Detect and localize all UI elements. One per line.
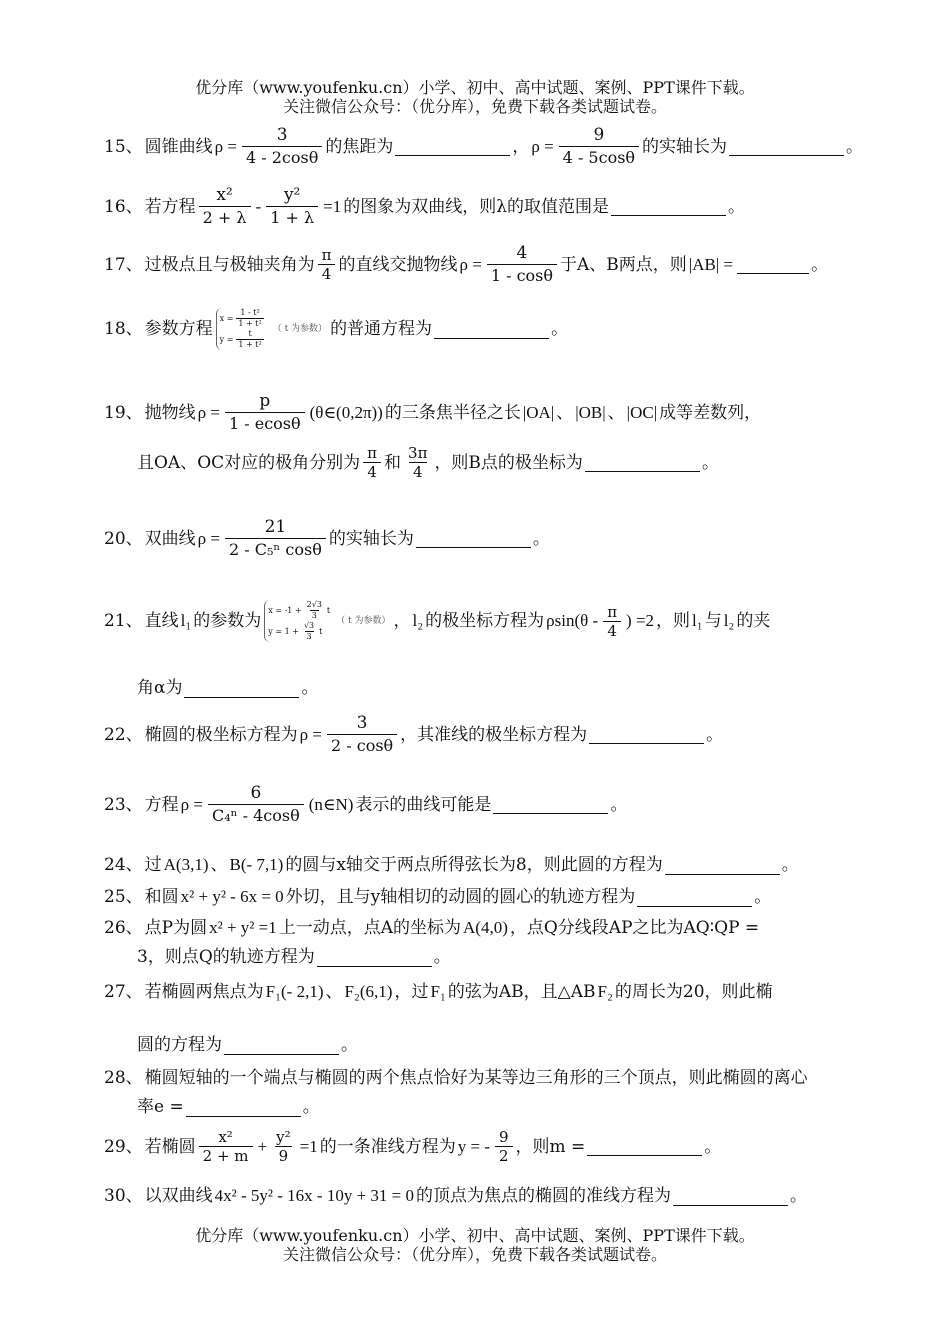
denominator: 2 — [495, 1146, 513, 1165]
fraction — [305, 600, 324, 621]
question-number: 28、 — [104, 1068, 143, 1088]
question-text: 、 — [325, 982, 343, 1002]
question-text: 的一条准线方程为 — [319, 1136, 456, 1157]
question-text: 。 — [781, 855, 799, 875]
question-text: 。 — [302, 1097, 320, 1117]
question-text: 过 — [144, 855, 162, 875]
denominator: 4 — [603, 621, 621, 640]
fraction — [559, 124, 639, 169]
question-number: 30、 — [104, 1186, 143, 1206]
question-text: 参数方程 — [144, 319, 213, 339]
question-text: 若椭圆 — [144, 1136, 196, 1157]
fraction — [225, 516, 326, 561]
question-text: ， — [393, 611, 411, 631]
question-number: 18、 — [104, 319, 143, 339]
math-expr: A(4,0) — [463, 918, 508, 937]
question-text: 表示的曲线可能是 — [355, 794, 492, 815]
numerator: 4 — [516, 243, 528, 263]
answer-blank[interactable] — [186, 1098, 301, 1117]
parametric-system — [216, 308, 267, 350]
math-expr: F₂ — [597, 982, 613, 1001]
system-row — [220, 308, 267, 329]
math-expr: ρ = — [459, 254, 482, 274]
numerator: 9 — [593, 125, 605, 145]
fraction — [266, 184, 318, 229]
answer-blank[interactable] — [395, 137, 510, 156]
denominator: 4 - 5cosθ — [559, 146, 639, 169]
numerator: 9 — [498, 1128, 509, 1146]
math-expr: x = -1 + — [268, 605, 302, 615]
question-text: 过极点且与极轴夹角为 — [144, 254, 315, 275]
fraction — [272, 1128, 295, 1165]
question-text: 3，则点Q的轨迹方程为 — [137, 947, 315, 967]
question-25 — [104, 885, 902, 909]
answer-blank[interactable] — [611, 197, 726, 216]
question-text: 的圆与x轴交于两点所得弦长为8，则此圆的方程为 — [285, 855, 663, 875]
question-27-continued — [137, 1033, 935, 1057]
question-text: 成等差数列， — [659, 402, 762, 423]
question-text: 圆锥曲线 — [144, 136, 213, 157]
system-row — [220, 329, 267, 350]
numerator: 6 — [250, 783, 262, 803]
math-expr: x² + y² - 6x = 0 — [180, 887, 284, 906]
answer-blank[interactable] — [587, 1137, 702, 1156]
question-text: 圆的方程为 — [137, 1035, 222, 1055]
answer-blank[interactable] — [729, 137, 844, 156]
denominator: 9 — [275, 1146, 293, 1165]
question-15 — [104, 124, 902, 169]
math-expr: y = — [219, 334, 234, 344]
question-text: ，则 — [656, 611, 691, 631]
fraction — [327, 712, 397, 757]
math-expr: A(3,1) — [163, 855, 209, 874]
fraction — [495, 1128, 513, 1165]
question-number: 19、 — [104, 402, 143, 423]
math-expr: =1 — [299, 1136, 318, 1156]
question-22 — [104, 712, 902, 757]
math-expr: |OA| — [522, 402, 555, 422]
question-28-continued — [137, 1095, 935, 1119]
question-number: 24、 — [104, 855, 143, 875]
fraction — [236, 329, 263, 350]
question-text: 的实轴长为 — [328, 528, 414, 549]
numerator: π — [607, 602, 618, 621]
question-text: 。 — [701, 452, 719, 473]
question-26 — [104, 916, 902, 940]
system-row — [268, 600, 330, 621]
question-text: 的弦为AB，且△AB — [447, 982, 596, 1002]
denominator: 2 - C₅ⁿ cosθ — [225, 538, 326, 561]
page-footer — [0, 1226, 950, 1264]
parameter-note: （ t 为参数） — [336, 616, 391, 626]
question-text: 抛物线 — [144, 402, 196, 423]
numerator: 1 - t² — [240, 308, 260, 317]
question-text: 、 — [210, 855, 228, 875]
math-expr: t — [319, 626, 323, 636]
fraction — [318, 246, 336, 283]
question-24 — [104, 853, 902, 877]
math-expr: F₁ — [430, 982, 446, 1001]
question-text: 。 — [706, 724, 724, 745]
answer-blank[interactable] — [184, 679, 299, 698]
question-text: 。 — [341, 1035, 358, 1055]
question-text: 。 — [728, 196, 745, 217]
math-expr: ρ = — [180, 794, 203, 814]
question-number: 20、 — [104, 528, 143, 549]
question-text: 上一动点，点A的坐标为 — [278, 918, 461, 938]
question-18 — [104, 308, 902, 350]
numerator: 3 — [356, 713, 368, 733]
question-text: 。 — [551, 319, 569, 339]
question-27 — [104, 980, 902, 1004]
parameter-note: （ t 为参数） — [272, 324, 328, 334]
denominator: 2 + m — [199, 1146, 253, 1165]
question-text: 和圆 — [144, 887, 179, 907]
denominator: 1 - ecosθ — [225, 412, 305, 435]
question-text: 若方程 — [144, 196, 196, 217]
question-21 — [104, 600, 902, 642]
fraction — [487, 242, 557, 287]
question-text: 的参数为 — [193, 611, 262, 631]
question-text: ，其准线的极坐标方程为 — [400, 724, 588, 745]
question-text: 。 — [433, 947, 451, 967]
denominator: C₄ⁿ - 4cosθ — [208, 804, 304, 827]
question-21-continued — [137, 676, 935, 700]
math-expr: y = 1 + — [268, 626, 299, 636]
question-text: 。 — [754, 887, 772, 907]
question-28 — [104, 1066, 902, 1090]
numerator: y² — [283, 185, 301, 205]
question-text: 的顶点为焦点的椭圆的准线方程为 — [416, 1186, 671, 1206]
question-number: 16、 — [104, 196, 143, 217]
numerator: p — [259, 391, 271, 411]
question-text: 。 — [610, 794, 628, 815]
math-expr: ρ = — [214, 136, 237, 156]
math-expr: (n∈N) — [308, 794, 354, 814]
denominator: 4 — [363, 462, 381, 481]
question-text: 椭圆的极坐标方程为 — [144, 724, 298, 745]
question-19-continued — [137, 444, 935, 481]
question-text: 直线 — [144, 611, 179, 631]
math-expr: ρ = — [299, 724, 322, 744]
question-number: 23、 — [104, 794, 143, 815]
question-text: 的三条焦半径之长 — [384, 402, 521, 423]
denominator: 3 — [306, 632, 312, 641]
answer-blank[interactable] — [737, 255, 809, 274]
question-text: 、 — [607, 402, 625, 423]
numerator: 3π — [408, 444, 428, 462]
answer-blank[interactable] — [493, 795, 608, 814]
question-text: 方程 — [144, 794, 179, 815]
answer-blank[interactable] — [224, 1036, 339, 1055]
answer-blank[interactable] — [589, 725, 704, 744]
fraction — [363, 444, 381, 481]
fraction — [236, 308, 263, 329]
question-text: 。 — [532, 528, 550, 549]
question-text: 的周长为20，则此椭 — [614, 982, 773, 1002]
math-expr: ρ = — [197, 402, 220, 422]
fraction — [208, 782, 304, 827]
question-text: 的极坐标方程为 — [425, 611, 545, 631]
question-text: 。 — [704, 1136, 722, 1157]
parametric-system — [264, 600, 330, 642]
question-23 — [104, 782, 902, 827]
math-expr: t — [326, 605, 331, 615]
math-expr: |OB| — [575, 402, 606, 422]
denominator: 4 — [318, 264, 336, 283]
question-text: 若椭圆两焦点为 — [144, 982, 264, 1002]
question-30 — [104, 1184, 902, 1208]
question-text: 的图象为双曲线，则λ的取值范围是 — [343, 196, 609, 217]
question-text: ，点Q分线段AP之比为AQ∶QP = — [509, 918, 760, 938]
question-text: ，则B点的极坐标为 — [434, 452, 583, 473]
question-number: 21、 — [104, 611, 143, 631]
numerator: π — [367, 444, 378, 462]
denominator: 3 — [311, 611, 317, 620]
answer-blank[interactable] — [637, 888, 752, 907]
question-number: 25、 — [104, 887, 143, 907]
question-number: 15、 — [104, 136, 143, 157]
question-text: 与 — [704, 611, 722, 631]
math-expr: =1 — [323, 196, 342, 216]
math-expr: + — [257, 1136, 268, 1156]
math-expr: (θ∈(0,2π)) — [309, 402, 383, 422]
question-text: 的夹 — [736, 611, 771, 631]
question-number: 29、 — [104, 1136, 143, 1157]
math-expr: 4x² - 5y² - 16x - 10y + 31 = 0 — [214, 1186, 414, 1205]
numerator: π — [321, 246, 332, 264]
question-text: 。 — [811, 254, 829, 275]
header-line-1: 优分库（www.youfenku.cn）小学、初中、高中试题、案例、PPT课件下载。 — [195, 78, 755, 97]
question-19 — [104, 390, 902, 435]
question-text: ，过 — [394, 982, 429, 1002]
system-row — [268, 621, 330, 642]
math-expr: |OC| — [626, 402, 658, 422]
denominator: 2 - cosθ — [327, 734, 397, 757]
header-line-2: 关注微信公众号：（优分库），免费下载各类试题试卷。 — [282, 97, 667, 116]
question-text: 椭圆短轴的一个端点与椭圆的两个焦点恰好为某等边三角形的三个顶点，则此椭圆的离心 — [144, 1068, 808, 1088]
question-text: ， — [512, 136, 530, 157]
denominator: 1 + t² — [238, 340, 262, 349]
numerator: 3 — [276, 125, 288, 145]
question-number: 26、 — [104, 918, 143, 938]
question-29 — [104, 1128, 902, 1165]
question-text: 外切，且与y轴相切的动圆的圆心的轨迹方程为 — [285, 887, 636, 907]
math-expr: l₂ — [723, 611, 735, 630]
denominator: 1 + λ — [266, 206, 318, 229]
question-text: 双曲线 — [144, 528, 196, 549]
math-expr: - — [255, 196, 262, 216]
numerator: 21 — [264, 517, 287, 537]
numerator: 2√3 — [306, 600, 322, 609]
fraction — [199, 1128, 253, 1165]
question-text: 率e = — [137, 1097, 184, 1117]
math-expr: l₁ — [692, 611, 703, 630]
numerator: y² — [276, 1128, 291, 1146]
answer-blank[interactable] — [317, 948, 432, 967]
question-text: 的焦距为 — [325, 136, 394, 157]
numerator: √3 — [303, 621, 315, 630]
question-16 — [104, 184, 902, 229]
math-expr: ) =2 — [626, 611, 655, 630]
footer-line-2: 关注微信公众号：（优分库），免费下载各类试题试卷。 — [282, 1245, 667, 1264]
fraction — [242, 124, 322, 169]
math-expr: l₁ — [180, 611, 192, 630]
math-expr: |AB| = — [688, 254, 734, 274]
page-header — [0, 78, 950, 116]
math-expr: ρsin(θ - — [546, 611, 599, 630]
denominator: 4 - 2cosθ — [242, 146, 322, 169]
numerator: x² — [216, 185, 233, 205]
answer-blank[interactable] — [434, 320, 549, 339]
denominator: 1 - cosθ — [487, 264, 557, 287]
question-26-continued — [137, 945, 935, 969]
answer-blank[interactable] — [585, 453, 700, 472]
math-expr: F₁(- 2,1) — [265, 982, 324, 1001]
question-17 — [104, 242, 902, 287]
math-expr: x = — [219, 313, 234, 323]
math-expr: B(- 7,1) — [229, 855, 284, 874]
fraction — [404, 444, 431, 481]
question-text: 。 — [846, 136, 864, 157]
question-number: 27、 — [104, 982, 143, 1002]
answer-blank[interactable] — [416, 529, 531, 548]
numerator: x² — [218, 1128, 233, 1146]
question-text: 。 — [301, 678, 319, 698]
math-expr: y = - — [457, 1136, 490, 1156]
question-text: 。 — [790, 1186, 807, 1206]
numerator: t — [248, 329, 252, 338]
denominator: 4 — [409, 462, 427, 481]
question-text: 的实轴长为 — [642, 136, 728, 157]
question-text: 以双曲线 — [144, 1186, 213, 1206]
answer-blank[interactable] — [673, 1187, 788, 1206]
question-text: 、 — [556, 402, 574, 423]
footer-line-1: 优分库（www.youfenku.cn）小学、初中、高中试题、案例、PPT课件下载。 — [195, 1226, 755, 1245]
question-text: 于A、B两点，则 — [560, 254, 687, 275]
question-text: ，则m = — [515, 1136, 586, 1157]
question-number: 22、 — [104, 724, 143, 745]
fraction — [225, 390, 305, 435]
math-expr: l₂ — [412, 611, 424, 630]
question-20 — [104, 516, 902, 561]
question-text: 角α为 — [137, 678, 183, 698]
denominator: 2 + λ — [199, 206, 251, 229]
math-expr: F₂(6,1) — [344, 982, 393, 1001]
answer-blank[interactable] — [665, 856, 780, 875]
question-text: 且OA、OC对应的极角分别为 — [137, 452, 361, 473]
math-expr: ρ = — [531, 136, 554, 156]
fraction — [302, 621, 316, 642]
denominator: 1 + t² — [238, 319, 262, 328]
question-text: 的直线交抛物线 — [338, 254, 458, 275]
question-number: 17、 — [104, 254, 143, 275]
question-text: 点P为圆 — [144, 918, 208, 938]
question-text: 和 — [384, 452, 402, 473]
math-expr: ρ = — [197, 528, 220, 548]
fraction — [199, 184, 251, 229]
fraction — [603, 603, 621, 640]
question-text: 的普通方程为 — [330, 319, 433, 339]
math-expr: x² + y² =1 — [209, 918, 277, 937]
